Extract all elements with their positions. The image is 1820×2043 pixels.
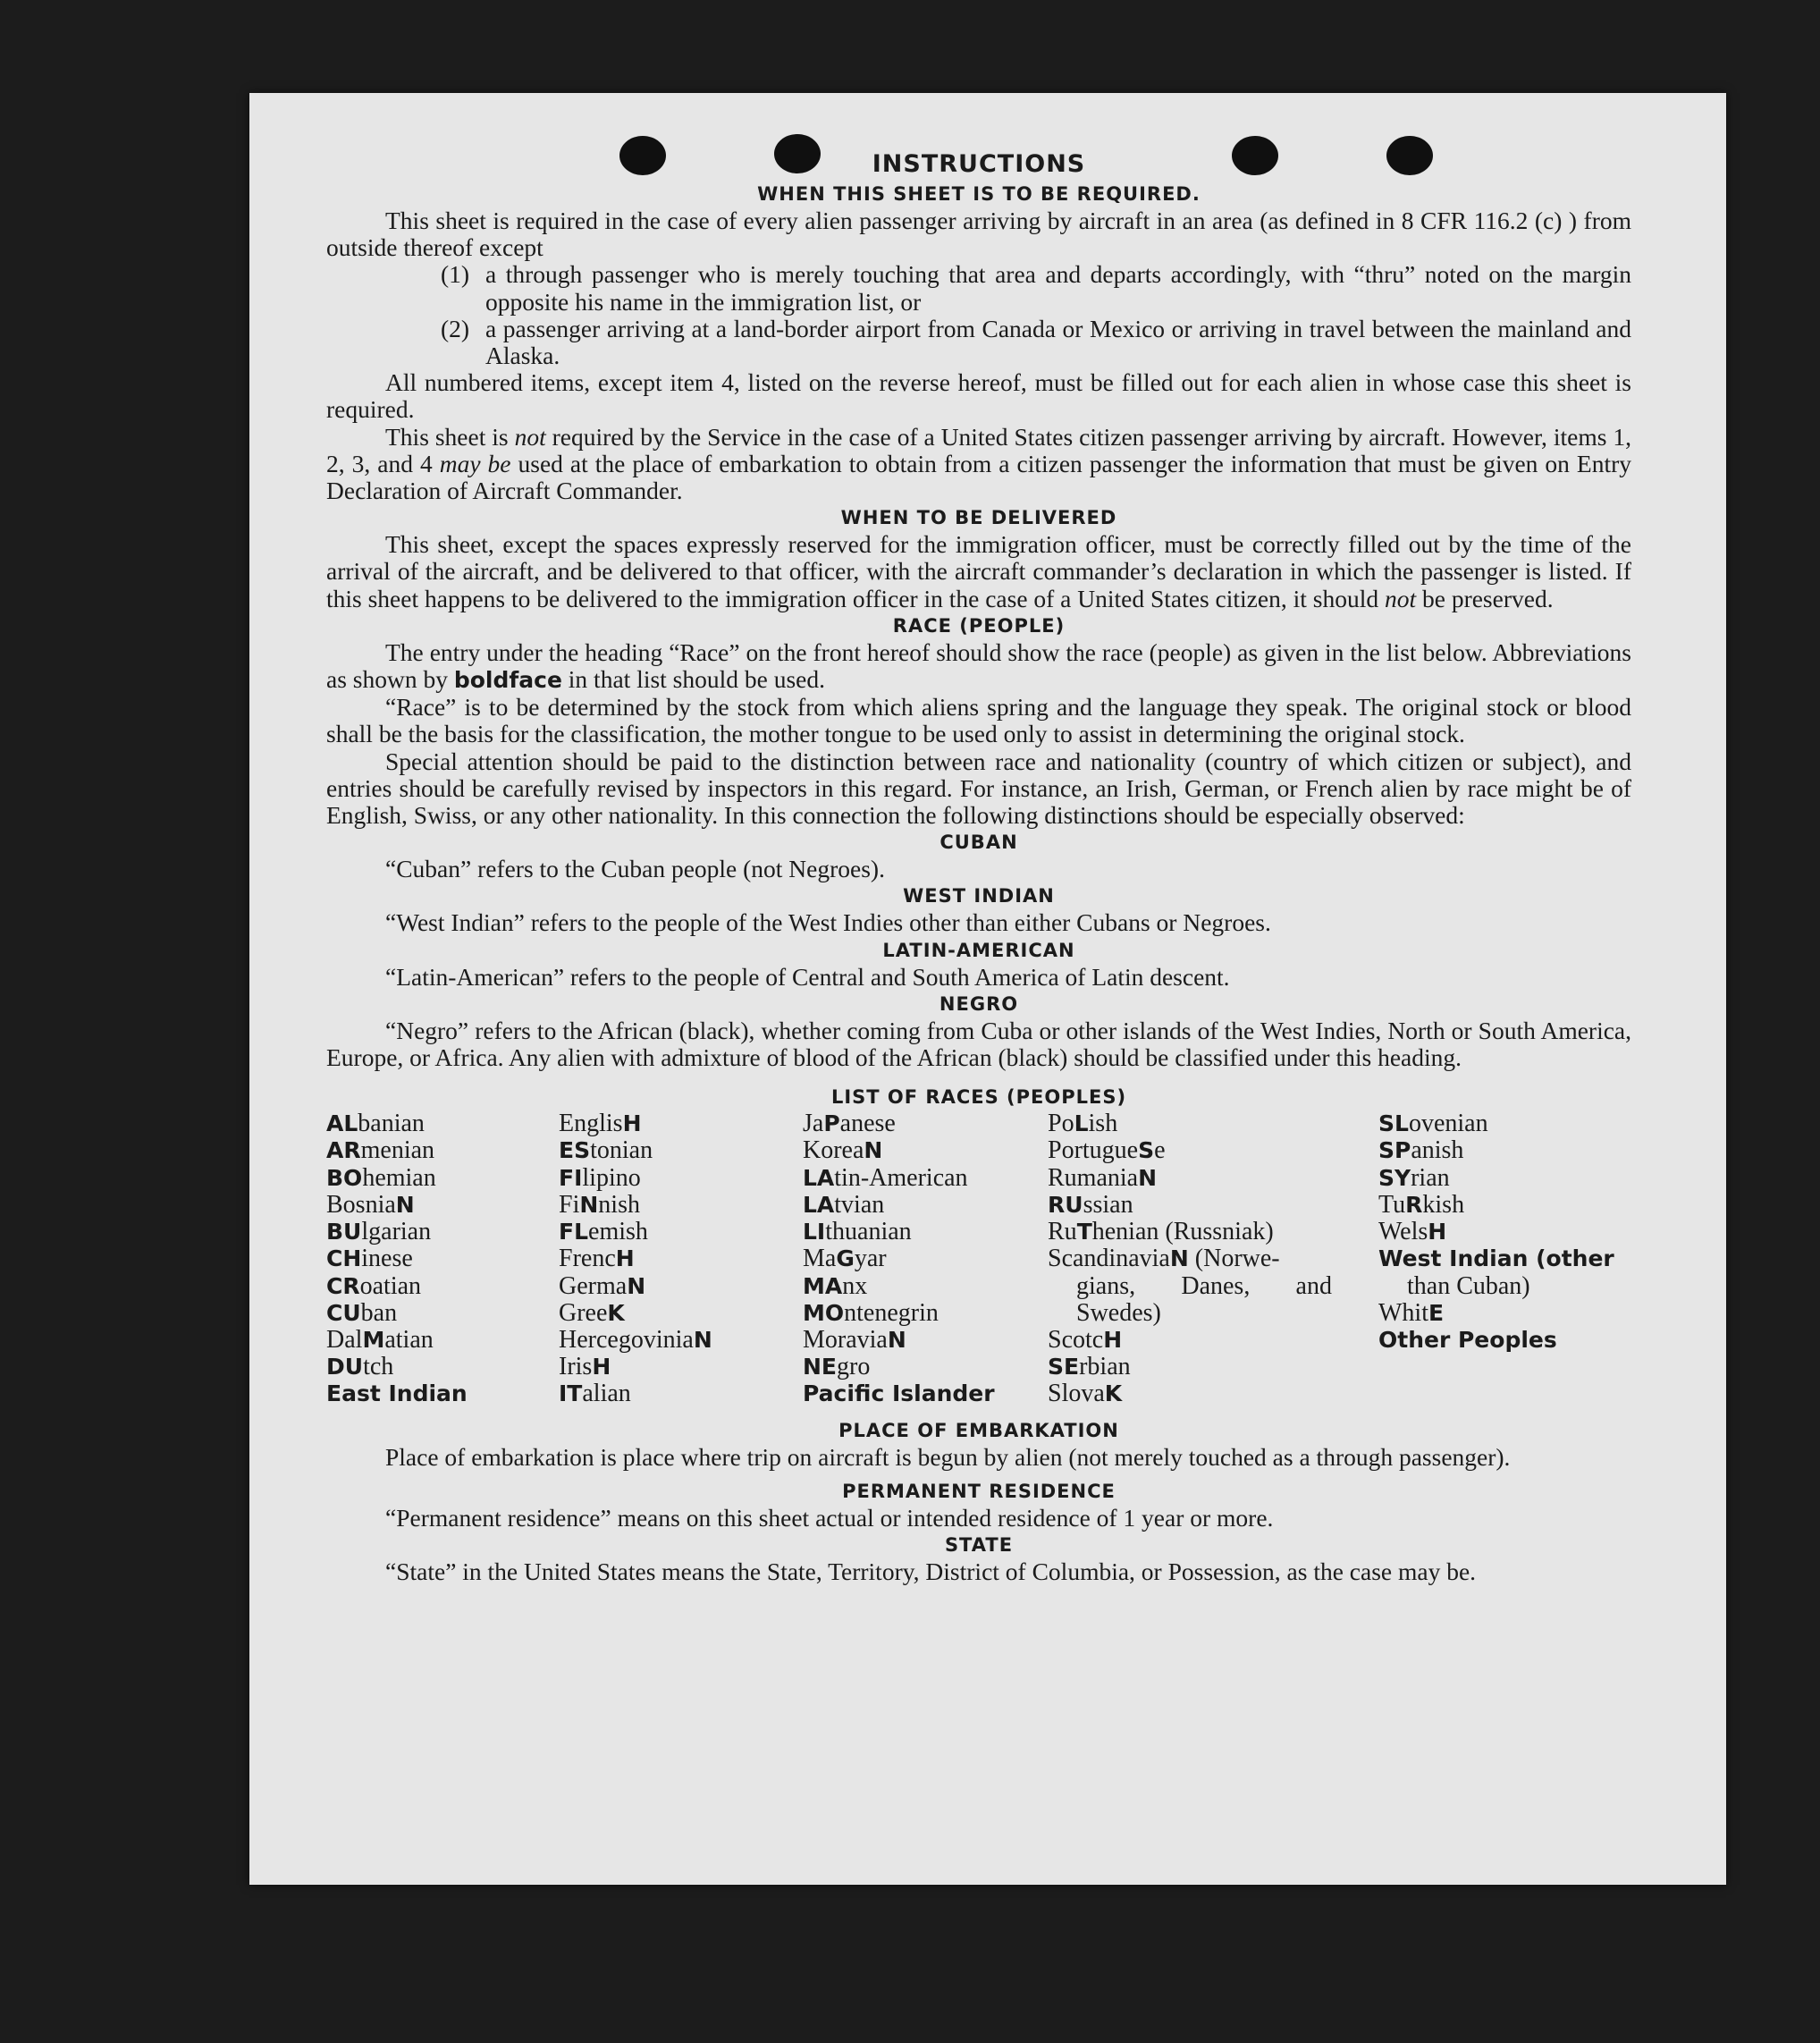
race-text: nish — [598, 1190, 640, 1219]
paragraph: “Cuban” refers to the Cuban people (not Negroes). — [385, 855, 885, 883]
race-abbreviation: N — [1169, 1245, 1189, 1272]
race-text: alian — [582, 1380, 631, 1408]
section-heading: PLACE OF EMBARKATION — [838, 1419, 1119, 1441]
item-text: a passenger arriving at a land-border airport from Canada or Mexico or arriving in travel between the mainland and Alaska. — [485, 314, 1631, 370]
text: This sheet, except the spaces expressly reserved for the immigration officer, must be correctly filled out by the time of the arrival of the aircraft, and be delivered to that officer, with the aircraft commander’s declaration in which the passenger is listed. If this sheet happens to be delivered to the immigration officer in the case of a United States citizen, it should — [326, 530, 1631, 612]
paragraph: Place of embarkation is place where trip on aircraft is begun by alien (not merely touched as a through passenger). — [385, 1442, 1511, 1471]
race-item — [1048, 1110, 1378, 1137]
race-item — [1048, 1165, 1378, 1192]
paragraph: “Latin-American” refers to the people of Central and South America of Latin descent. — [385, 962, 1230, 991]
paragraph: Special attention should be paid to the distinction between race and nationality (country of which citizen or subject), and entries should be carefully revised by inspectors in this regard. For instance, an Irish, German, or French alien by race might be of English, Swiss, or any other nationality. In this connection the following distinctions should be especially observed: — [326, 747, 1631, 830]
instructions-body — [326, 148, 1631, 1585]
paragraph: “Negro” refers to the African (black), whether coming from Cuba or other islands of the West Indies, North or South America, Europe, or Africa. Any alien with admixture of blood of the African (black) should be classified under this heading. — [326, 1016, 1631, 1072]
race-item — [326, 1137, 559, 1164]
section-heading: STATE — [944, 1533, 1014, 1556]
race-text: e — [1154, 1136, 1166, 1165]
race-abbreviation: CU — [326, 1299, 361, 1326]
race-abbreviation: AL — [326, 1110, 358, 1137]
race-text: yar — [854, 1245, 887, 1273]
race-text: Portugue — [1048, 1136, 1139, 1165]
race-item — [803, 1273, 1048, 1300]
section-heading: PERMANENT RESIDENCE — [842, 1480, 1116, 1502]
race-text: lipino — [582, 1163, 641, 1192]
section-heading: CUBAN — [939, 832, 1018, 854]
paragraph: “Race” is to be determined by the stock from which aliens spring and the language they speak. The original stock or blood shall be the basis for the classification, the mother tongue to be used only to assist in determining the original stock. — [326, 693, 1631, 748]
race-text: gro — [837, 1353, 871, 1381]
race-item — [803, 1327, 1048, 1354]
text: used at the place of embarkation to obtain from a citizen passenger the information that must be given on Entry Declaration of Aircraft Commander. — [326, 449, 1632, 505]
race-column — [326, 1110, 559, 1407]
race-abbreviation: K — [1104, 1380, 1123, 1407]
race-text: anese — [839, 1110, 896, 1138]
race-abbreviation: T — [1076, 1219, 1092, 1245]
paragraph: “West Indian” refers to the people of the West Indies other than either Cubans or Negroes. — [385, 908, 1271, 937]
race-text: emish — [588, 1218, 648, 1246]
race-abbreviation: SY — [1378, 1164, 1411, 1191]
race-abbreviation: MO — [803, 1299, 845, 1326]
race-text: Korea — [803, 1136, 864, 1165]
race-item — [559, 1245, 803, 1272]
exception-item — [326, 316, 1631, 369]
race-text: inese — [361, 1245, 413, 1273]
race-item — [1048, 1380, 1378, 1407]
race-item — [803, 1165, 1048, 1192]
race-text: henian (Russniak) — [1091, 1218, 1274, 1246]
race-item — [326, 1327, 559, 1354]
section-heading: WHEN TO BE DELIVERED — [840, 507, 1117, 529]
race-item — [326, 1192, 559, 1219]
race-abbreviation: IT — [559, 1380, 583, 1407]
race-column — [1378, 1110, 1631, 1407]
race-text: nx — [842, 1271, 868, 1300]
race-item — [803, 1110, 1048, 1137]
section-heading: LATIN-AMERICAN — [882, 939, 1075, 961]
race-abbreviation: G — [836, 1245, 855, 1272]
race-text: ssian — [1083, 1190, 1133, 1219]
race-group — [1378, 1300, 1631, 1354]
race-abbreviation: N — [579, 1191, 599, 1218]
race-item — [803, 1300, 1048, 1327]
race-abbreviation: LI — [803, 1219, 826, 1245]
race-item — [559, 1165, 803, 1192]
race-abbreviation: N — [864, 1137, 883, 1164]
section-heading: LIST OF RACES (PEOPLES) — [830, 1086, 1127, 1109]
race-abbreviation: ES — [559, 1137, 591, 1164]
race-abbreviation: P — [823, 1110, 840, 1137]
race-group — [1048, 1327, 1378, 1408]
race-abbreviation: M — [362, 1326, 385, 1353]
race-item — [326, 1273, 559, 1300]
race-text: Tu — [1378, 1190, 1406, 1219]
race-text: Bosnia — [326, 1190, 396, 1219]
race-text: ban — [360, 1298, 398, 1327]
paragraph — [326, 424, 1631, 505]
race-abbreviation: N — [693, 1326, 712, 1353]
race-item — [803, 1245, 1048, 1272]
race-list — [326, 1110, 1631, 1407]
exception-item — [326, 261, 1631, 315]
race-text: Hercegovinia — [559, 1325, 694, 1354]
race-group — [1378, 1110, 1631, 1272]
race-column — [559, 1110, 803, 1407]
race-item — [326, 1245, 559, 1272]
race-text: tch — [363, 1353, 394, 1381]
race-item — [1048, 1192, 1378, 1219]
race-text: oatian — [359, 1271, 422, 1300]
race-abbreviation: H — [622, 1110, 642, 1137]
race-item — [803, 1380, 1048, 1407]
race-text: tonian — [590, 1136, 653, 1165]
race-text: Po — [1048, 1110, 1074, 1138]
race-abbreviation: CR — [326, 1272, 360, 1299]
race-item — [559, 1380, 803, 1407]
race-text: kish — [1422, 1190, 1465, 1219]
race-text: anish — [1411, 1136, 1464, 1165]
race-abbreviation: LA — [803, 1191, 835, 1218]
race-text: Ja — [803, 1110, 824, 1138]
text: The entry under the heading “Race” on the front hereof should show the race (people) as given in the list below. Abbreviations as shown by — [326, 637, 1631, 694]
emphasis: not — [514, 422, 546, 451]
text: be preserved. — [1416, 584, 1554, 612]
race-text: Iris — [559, 1353, 593, 1381]
race-item — [1378, 1219, 1631, 1245]
race-abbreviation: Pacific Islander — [803, 1380, 995, 1407]
item-text: a through passenger who is merely touching that area and departs accordingly, with “thru” noted on the margin opposite his name in the immigration list, or — [485, 260, 1631, 316]
race-abbreviation: NE — [803, 1354, 838, 1380]
emphasis: may be — [439, 449, 511, 477]
text: required by the Service in the case of a United States citizen passenger arriving by aircraft. However, items 1, 2, 3, and 4 — [326, 422, 1631, 477]
race-item — [559, 1327, 803, 1354]
race-text: Fi — [559, 1190, 580, 1219]
race-text: menian — [360, 1136, 435, 1165]
race-text: Whit — [1378, 1298, 1428, 1327]
section-heading: NEGRO — [939, 992, 1019, 1015]
race-item — [1048, 1219, 1378, 1245]
race-text: banian — [358, 1110, 425, 1138]
section-heading: WHEN THIS SHEET IS TO BE REQUIRED. — [757, 183, 1201, 205]
paragraph: This sheet is required in the case of every alien passenger arriving by aircraft in an area (as defined in 8 CFR 116.2 (c) ) from outside thereof except — [326, 207, 1631, 262]
race-item — [326, 1110, 559, 1137]
race-item — [1048, 1245, 1378, 1272]
race-abbreviation: West Indian (other — [1378, 1245, 1614, 1272]
emphasis: not — [1384, 584, 1417, 612]
race-text: Scandinavia — [1048, 1245, 1170, 1273]
race-abbreviation: AR — [326, 1137, 361, 1164]
emphasis: boldface — [453, 667, 562, 694]
paragraph — [326, 639, 1631, 694]
race-abbreviation: R — [1405, 1191, 1423, 1218]
race-abbreviation: East Indian — [326, 1380, 468, 1407]
race-text: Gree — [559, 1298, 608, 1327]
race-abbreviation: LA — [803, 1164, 835, 1191]
race-column — [1048, 1110, 1378, 1407]
race-item — [803, 1354, 1048, 1380]
section-heading: WEST INDIAN — [903, 885, 1055, 908]
race-text: Ru — [1048, 1218, 1077, 1246]
paragraph: “Permanent residence” means on this sheet actual or intended residence of 1 year or more. — [385, 1503, 1274, 1532]
paragraph: All numbered items, except item 4, listed on the reverse hereof, must be filled out for each alien in whose case this sheet is required. — [326, 368, 1631, 424]
race-item — [1378, 1192, 1631, 1219]
race-item — [1378, 1165, 1631, 1192]
race-item — [326, 1354, 559, 1380]
race-abbreviation: N — [627, 1272, 646, 1299]
race-item-continued: gians, Danes, and — [1076, 1271, 1332, 1300]
race-item — [1378, 1300, 1631, 1327]
document-page — [249, 93, 1726, 1885]
race-text: rian — [1411, 1163, 1450, 1192]
race-column — [803, 1110, 1048, 1407]
race-item — [1048, 1327, 1378, 1354]
race-item — [326, 1165, 559, 1192]
race-text: Scotc — [1048, 1325, 1104, 1354]
race-item — [803, 1192, 1048, 1219]
race-abbreviation: E — [1428, 1299, 1445, 1326]
race-item — [1378, 1245, 1631, 1272]
race-text: atian — [384, 1325, 434, 1354]
section-heading: RACE (PEOPLE) — [892, 614, 1066, 637]
race-abbreviation: SL — [1378, 1110, 1409, 1137]
race-item — [559, 1354, 803, 1380]
race-item — [1048, 1137, 1378, 1164]
paragraph — [326, 531, 1631, 612]
race-abbreviation: BO — [326, 1164, 363, 1191]
race-item — [1048, 1354, 1378, 1380]
race-text: Frenc — [559, 1245, 616, 1273]
race-abbreviation: L — [1074, 1110, 1089, 1137]
race-abbreviation: FL — [559, 1219, 589, 1245]
race-item — [1378, 1137, 1631, 1164]
race-abbreviation: H — [1428, 1219, 1447, 1245]
race-abbreviation: MA — [803, 1272, 843, 1299]
race-item-continued: than Cuban) — [1407, 1271, 1530, 1300]
race-text: Ma — [803, 1245, 837, 1273]
race-item — [559, 1110, 803, 1137]
race-abbreviation: DU — [326, 1354, 364, 1380]
race-text: ish — [1088, 1110, 1118, 1138]
race-text: Slova — [1048, 1380, 1105, 1408]
race-item — [326, 1300, 559, 1327]
race-abbreviation: N — [395, 1191, 415, 1218]
race-item — [803, 1137, 1048, 1164]
page-title: INSTRUCTIONS — [872, 150, 1086, 178]
race-text: lgarian — [361, 1218, 432, 1246]
race-text: Wels — [1378, 1218, 1428, 1246]
race-item — [559, 1273, 803, 1300]
race-abbreviation: S — [1138, 1137, 1155, 1164]
race-text: Dal — [326, 1325, 363, 1354]
race-item — [559, 1219, 803, 1245]
race-abbreviation: CH — [326, 1245, 362, 1272]
race-text: tvian — [834, 1190, 885, 1219]
race-abbreviation: H — [1103, 1326, 1123, 1353]
race-group — [1048, 1110, 1378, 1272]
race-item — [1378, 1327, 1631, 1354]
race-item — [326, 1219, 559, 1245]
race-text: Englis — [559, 1110, 623, 1138]
race-item-continued: Swedes) — [1076, 1298, 1161, 1327]
race-item — [559, 1137, 803, 1164]
item-number: (1) — [441, 260, 470, 289]
race-item — [1378, 1110, 1631, 1137]
race-abbreviation: K — [607, 1299, 625, 1326]
race-abbreviation: FI — [559, 1164, 583, 1191]
race-abbreviation: RU — [1048, 1191, 1083, 1218]
race-item — [559, 1300, 803, 1327]
race-item — [803, 1219, 1048, 1245]
race-text: Moravia — [803, 1325, 888, 1354]
race-abbreviation: N — [887, 1326, 906, 1353]
text: in that list should be used. — [561, 665, 826, 694]
race-text: Rumania — [1048, 1163, 1139, 1192]
race-item — [559, 1192, 803, 1219]
race-abbreviation: BU — [326, 1219, 362, 1245]
race-text: rbian — [1079, 1353, 1131, 1381]
text: This sheet is — [385, 422, 515, 451]
paragraph: “State” in the United States means the State, Territory, District of Columbia, or Possession, as the case may be. — [385, 1557, 1477, 1585]
race-abbreviation: SP — [1378, 1137, 1411, 1164]
race-item — [326, 1380, 559, 1407]
item-number: (2) — [441, 314, 470, 342]
race-text: tin-American — [834, 1163, 968, 1192]
race-abbreviation: Other Peoples — [1378, 1326, 1557, 1353]
race-text: thuanian — [825, 1218, 912, 1246]
race-text: (Norwe- — [1188, 1245, 1280, 1273]
race-abbreviation: H — [615, 1245, 635, 1272]
race-abbreviation: N — [1138, 1164, 1158, 1191]
race-text: Germa — [559, 1271, 628, 1300]
race-text: ovenian — [1408, 1110, 1488, 1138]
race-text: hemian — [362, 1163, 436, 1192]
race-text: ntenegrin — [844, 1298, 939, 1327]
race-abbreviation: H — [592, 1354, 611, 1380]
race-abbreviation: SE — [1048, 1354, 1080, 1380]
